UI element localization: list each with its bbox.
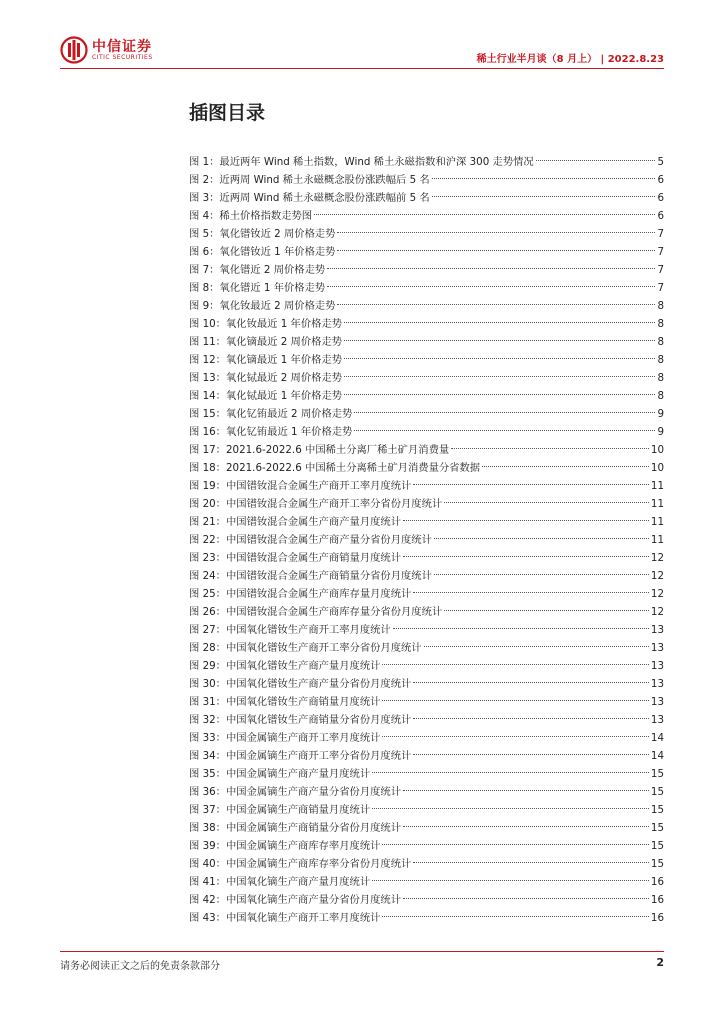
toc-entry-label: 图 9：氧化钕最近 2 周价格走势 xyxy=(189,300,336,312)
toc-entry-page: 15 xyxy=(650,840,664,852)
toc-dot-leader xyxy=(344,363,655,381)
toc-entry-label: 图 5：氧化镨钕近 2 周价格走势 xyxy=(189,228,336,240)
toc-dot-leader xyxy=(372,867,649,885)
toc-entry-label: 图 33：中国金属镝生产商开工率月度统计 xyxy=(189,732,381,744)
toc-dot-leader xyxy=(403,777,649,795)
toc-entry-label: 图 21：中国镨钕混合金属生产商产量月度统计 xyxy=(189,516,402,528)
toc-dot-leader xyxy=(451,435,649,453)
toc-entry-label: 图 41：中国氧化镝生产商产量月度统计 xyxy=(189,876,371,888)
toc-entry-label: 图 22：中国镨钕混合金属生产商产量分省份月度统计 xyxy=(189,534,432,546)
toc-entry-page: 8 xyxy=(657,336,664,348)
toc-entry-page: 8 xyxy=(657,372,664,384)
toc-entry-label: 图 25：中国镨钕混合金属生产商库存量月度统计 xyxy=(189,588,412,600)
header-divider xyxy=(60,68,664,69)
toc-dot-leader xyxy=(413,669,649,687)
toc-dot-leader xyxy=(434,525,649,543)
toc-dot-leader xyxy=(327,255,655,273)
toc-entry-label: 图 11：氧化镝最近 2 周价格走势 xyxy=(189,336,343,348)
citic-logo-icon xyxy=(60,36,88,64)
toc-entry-label: 图 4：稀土价格指数走势图 xyxy=(189,210,313,222)
toc-entry-label: 图 1：最近两年 Wind 稀土指数，Wind 稀土永磁指数和沪深 300 走势情况 xyxy=(189,156,534,168)
toc-entry-page: 13 xyxy=(650,660,664,672)
toc-dot-leader xyxy=(344,345,655,363)
toc-dot-leader xyxy=(382,723,648,741)
toc-entry-label: 图 27：中国氧化镨钕生产商开工率月度统计 xyxy=(189,624,391,636)
toc-entry-page: 6 xyxy=(657,210,664,222)
toc-entry-page: 9 xyxy=(657,426,664,438)
toc-dot-leader xyxy=(382,831,648,849)
toc-entry-page: 13 xyxy=(650,624,664,636)
toc-dot-leader xyxy=(413,741,649,759)
toc-dot-leader xyxy=(344,309,655,327)
toc-entry-page: 16 xyxy=(650,876,664,888)
toc-dot-leader xyxy=(314,201,655,219)
toc-entry-page: 13 xyxy=(650,696,664,708)
page-number: 2 xyxy=(656,956,664,969)
toc-entry-label: 图 26：中国镨钕混合金属生产商库存量分省份月度统计 xyxy=(189,606,443,618)
toc-entry-page: 12 xyxy=(650,588,664,600)
toc-entry-page: 11 xyxy=(650,498,664,510)
toc-entry-label: 图 37：中国金属镝生产商销量月度统计 xyxy=(189,804,371,816)
toc-dot-leader xyxy=(354,417,655,435)
toc-dot-leader xyxy=(337,237,655,255)
toc-entry-label: 图 32：中国氧化镨钕生产商销量分省份月度统计 xyxy=(189,714,412,726)
toc-entry-label: 图 20：中国镨钕混合金属生产商开工率分省份月度统计 xyxy=(189,498,443,510)
toc-entry-page: 14 xyxy=(650,732,664,744)
footer-divider xyxy=(60,951,664,952)
logo-chinese-text: 中信证券 xyxy=(92,39,152,55)
toc-entry-page: 15 xyxy=(650,858,664,870)
toc-entry-page: 10 xyxy=(650,444,664,456)
toc-entry-label: 图 24：中国镨钕混合金属生产商销量分省份月度统计 xyxy=(189,570,432,582)
toc-entry-page: 12 xyxy=(650,552,664,564)
toc-entry-label: 图 10：氧化钕最近 1 年价格走势 xyxy=(189,318,343,330)
toc-entry-label: 图 31：中国氧化镨钕生产商销量月度统计 xyxy=(189,696,381,708)
toc-entry-label: 图 23：中国镨钕混合金属生产商销量月度统计 xyxy=(189,552,402,564)
toc-entry-page: 7 xyxy=(657,264,664,276)
toc-entry-page: 8 xyxy=(657,300,664,312)
logo-english-text: CITIC SECURITIES xyxy=(92,54,153,61)
toc-dot-leader xyxy=(372,795,649,813)
toc-entry-page: 5 xyxy=(657,156,664,168)
toc-entry-page: 16 xyxy=(650,912,664,924)
toc-dot-leader xyxy=(444,489,649,507)
toc-entry-label: 图 15：氧化钇铕最近 2 周价格走势 xyxy=(189,408,353,420)
toc-entry-label: 图 36：中国金属镝生产商产量分省份月度统计 xyxy=(189,786,402,798)
toc-entry-page: 7 xyxy=(657,282,664,294)
toc-entry-page: 8 xyxy=(657,390,664,402)
toc-entry-page: 7 xyxy=(657,228,664,240)
page-header xyxy=(60,34,664,66)
toc-entry-label: 图 42：中国氧化镝生产商产量分省份月度统计 xyxy=(189,894,402,906)
toc-dot-leader xyxy=(382,687,648,705)
toc-entry-page: 8 xyxy=(657,354,664,366)
toc-dot-leader xyxy=(344,327,655,345)
toc-dot-leader xyxy=(424,633,649,651)
toc-entry-label: 图 30：中国氧化镨钕生产商产量分省份月度统计 xyxy=(189,678,412,690)
toc-entry-label: 图 19：中国镨钕混合金属生产商开工率月度统计 xyxy=(189,480,412,492)
toc-entry-page: 16 xyxy=(650,894,664,906)
toc-entry-label: 图 35：中国金属镝生产商产量月度统计 xyxy=(189,768,371,780)
toc-entry-label: 图 2：近两周 Wind 稀土永磁概念股份涨跌幅后 5 名 xyxy=(189,174,430,186)
toc-dot-leader xyxy=(382,651,648,669)
toc-dot-leader xyxy=(434,561,649,579)
toc-entry-page: 13 xyxy=(650,714,664,726)
toc-dot-leader xyxy=(354,399,655,417)
toc-entry-label: 图 34：中国金属镝生产商开工率分省份月度统计 xyxy=(189,750,412,762)
toc-entry-page: 10 xyxy=(650,462,664,474)
toc-entry-label: 图 12：氧化镝最近 1 年价格走势 xyxy=(189,354,343,366)
toc-entry-page: 15 xyxy=(650,768,664,780)
toc-entry-page: 12 xyxy=(650,606,664,618)
toc-entry-label: 图 14：氧化铽最近 1 年价格走势 xyxy=(189,390,343,402)
toc-entry-label: 图 16：氧化钇铕最近 1 年价格走势 xyxy=(189,426,353,438)
toc-entry-label: 图 38：中国金属镝生产商销量分省份月度统计 xyxy=(189,822,402,834)
toc-dot-leader xyxy=(393,615,649,633)
toc-entry-label: 图 18：2021.6-2022.6 中国稀土分离稀土矿月消费量分省数据 xyxy=(189,462,481,474)
toc-dot-leader xyxy=(536,147,656,165)
toc-entry-page: 8 xyxy=(657,318,664,330)
toc-dot-leader xyxy=(344,381,655,399)
toc-entry-label: 图 43：中国氧化镝生产商开工率月度统计 xyxy=(189,912,381,924)
toc-entry-page: 9 xyxy=(657,408,664,420)
toc-entry-label: 图 29：中国氧化镨钕生产商产量月度统计 xyxy=(189,660,381,672)
toc-entry-page: 6 xyxy=(657,192,664,204)
footer-disclaimer: 请务必阅读正文之后的免责条款部分 xyxy=(60,961,220,972)
toc-dot-leader xyxy=(403,543,649,561)
report-title-date: 稀土行业半月谈（8 月上） | 2022.8.23 xyxy=(476,54,664,65)
toc-entry-label: 图 7：氧化镨近 2 周价格走势 xyxy=(189,264,326,276)
toc-entry-page: 15 xyxy=(650,786,664,798)
toc-entry-page: 11 xyxy=(650,516,664,528)
toc-dot-leader xyxy=(372,759,649,777)
toc-entry-page: 14 xyxy=(650,750,664,762)
toc-dot-leader xyxy=(337,219,655,237)
toc-entry-page: 11 xyxy=(650,534,664,546)
toc-dot-leader xyxy=(432,183,656,201)
toc-entry-page: 11 xyxy=(650,480,664,492)
toc-entry-label: 图 28：中国氧化镨钕生产商开工率分省份月度统计 xyxy=(189,642,422,654)
toc-dot-leader xyxy=(337,291,655,309)
toc-dot-leader xyxy=(413,705,649,723)
toc-entry-page: 7 xyxy=(657,246,664,258)
toc-entry-page: 15 xyxy=(650,804,664,816)
toc-entry-page: 6 xyxy=(657,174,664,186)
toc-dot-leader xyxy=(482,453,649,471)
toc-dot-leader xyxy=(403,507,649,525)
citic-securities-logo xyxy=(60,34,170,66)
toc-entry-page: 13 xyxy=(650,678,664,690)
toc-entry-page: 12 xyxy=(650,570,664,582)
toc-entry-label: 图 3：近两周 Wind 稀土永磁概念股份涨跌幅前 5 名 xyxy=(189,192,430,204)
toc-dot-leader xyxy=(413,471,649,489)
toc-entry-label: 图 17：2021.6-2022.6 中国稀土分离厂稀土矿月消费量 xyxy=(189,444,450,456)
figure-toc-list xyxy=(189,147,664,924)
toc-dot-leader xyxy=(382,903,648,921)
toc-entry-label: 图 6：氧化镨钕近 1 年价格走势 xyxy=(189,246,336,258)
toc-dot-leader xyxy=(413,579,649,597)
toc-dot-leader xyxy=(432,165,656,183)
toc-entry-label: 图 40：中国金属镝生产商库存率分省份月度统计 xyxy=(189,858,412,870)
toc-dot-leader xyxy=(327,273,655,291)
toc-entry-label: 图 13：氧化铽最近 2 周价格走势 xyxy=(189,372,343,384)
toc-entry-label: 图 39：中国金属镝生产商库存率月度统计 xyxy=(189,840,381,852)
toc-dot-leader xyxy=(444,597,649,615)
toc-dot-leader xyxy=(403,885,649,903)
toc-dot-leader xyxy=(403,813,649,831)
toc-title: 插图目录 xyxy=(189,102,266,124)
toc-entry[interactable] xyxy=(189,147,664,168)
toc-entry-page: 13 xyxy=(650,642,664,654)
toc-entry-page: 15 xyxy=(650,822,664,834)
toc-entry-label: 图 8：氧化镨近 1 年价格走势 xyxy=(189,282,326,294)
toc-dot-leader xyxy=(413,849,649,867)
